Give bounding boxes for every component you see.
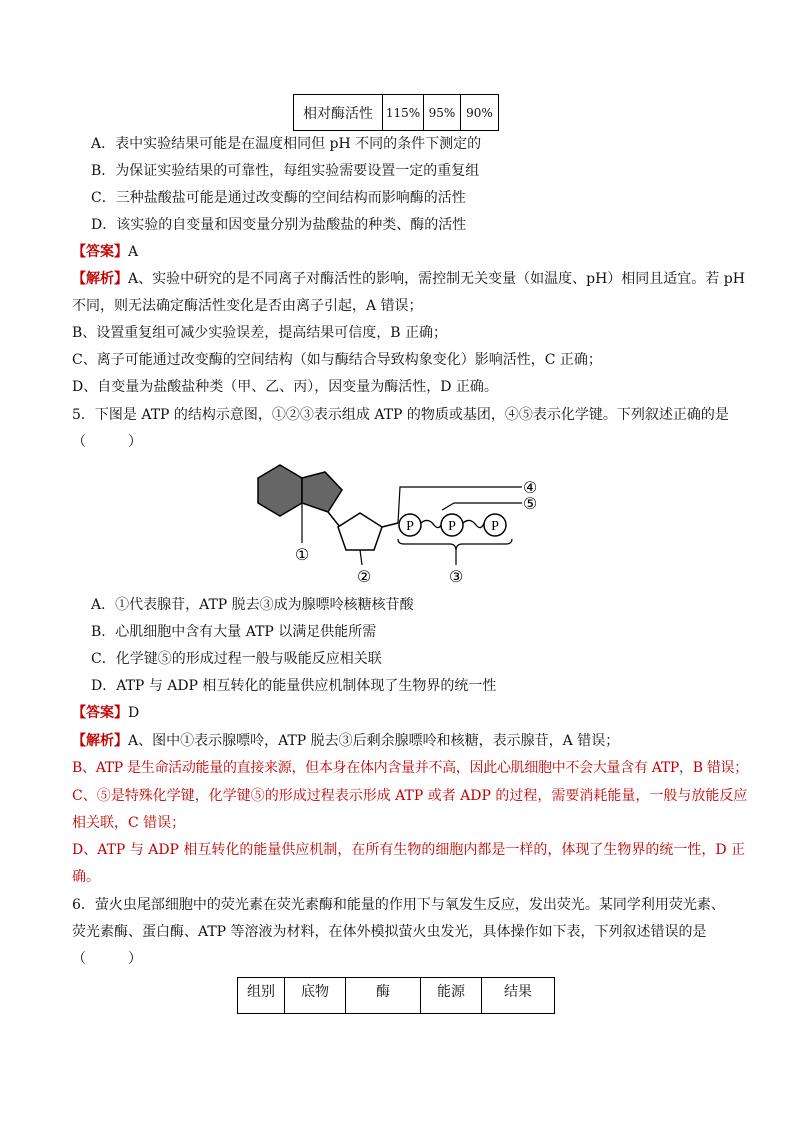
- label-2-leader: [360, 550, 362, 565]
- label-4: ④: [522, 478, 538, 497]
- table-header-cell: 结果: [482, 978, 555, 1014]
- answer-value: A: [128, 244, 139, 260]
- answer-tag: 【答案】: [72, 705, 128, 721]
- q5-option-b: B．心肌细胞中含有大量 ATP 以满足供能所需: [91, 624, 377, 640]
- q5-analysis-line: [72, 732, 619, 750]
- high-energy-bond: [463, 520, 484, 527]
- analysis-text: A、实验中研究的是不同离子对酶活性的影响，需控制无关变量（如温度、pH）相同且适宜。若 pH: [128, 271, 745, 287]
- phosphate-symbol: P: [491, 519, 499, 534]
- adenine-pentagon-ring: [302, 472, 342, 512]
- adenine-hexagon-ring: [258, 465, 302, 516]
- q5-analysis-line: B、ATP 是生命活动能量的直接来源，但本身在体内含量并不高，因此心肌细胞中不会大量含有 ATP，B 错误；: [72, 760, 748, 776]
- q4-option-d: D．该实验的自变量和因变量分别为盐酸盐的种类、酶的活性: [91, 217, 467, 233]
- q5-analysis-line: 确。: [72, 869, 100, 885]
- q5-stem-bracket: （ ）: [72, 434, 142, 450]
- answer-tag: 【答案】: [72, 244, 128, 260]
- phosphate-symbol: P: [448, 519, 456, 534]
- q4-option-a: A．表中实验结果可能是在温度相同但 pH 不同的条件下测定的: [91, 136, 482, 152]
- q5-stem: 5．下图是 ATP 的结构示意图，①②③表示组成 ATP 的物质或基团，④⑤表示化学键。下列叙述正确的是: [72, 407, 729, 423]
- glycosidic-bond: [328, 512, 340, 527]
- table-value-cell: 115%: [383, 95, 424, 131]
- q4-analysis-line: C、离子可能通过改变酶的空间结构（如与酶结合导致构象变化）影响活性，C 正确；: [72, 352, 602, 368]
- analysis-tag: 【解析】: [72, 271, 128, 287]
- ribose-pentagon: [338, 513, 382, 550]
- label-2: ②: [356, 567, 372, 585]
- label-5: ⑤: [522, 494, 538, 513]
- phosphate-symbol: P: [406, 519, 414, 534]
- q4-analysis-line: D、自变量为盐酸盐种类（甲、乙、丙），因变量为酶活性，D 正确。: [72, 379, 498, 395]
- q5-answer: [72, 704, 139, 722]
- q4-option-c: C．三种盐酸盐可能是通过改变酶的空间结构而影响酶的活性: [91, 190, 466, 206]
- table-label-cell: 相对酶活性: [294, 95, 383, 131]
- label-3: ③: [448, 567, 464, 585]
- q4-answer: [72, 243, 138, 261]
- label-5-leader: [442, 503, 522, 510]
- q6-stem: 6．萤火虫尾部细胞中的荧光素在荧光素酶和能量的作用下与氧发生反应，发出荧光。某同学利用荧光素、: [72, 897, 725, 913]
- table-header-cell: 酶: [346, 978, 421, 1014]
- q5-analysis-line: C、⑤是特殊化学键，化学键⑤的形成过程表示形成 ATP 或者 ADP 的过程，需要消耗能量，一般与放能反应: [72, 788, 748, 804]
- table-header-cell: 组别: [238, 978, 285, 1014]
- atp-structure-diagram: [240, 455, 560, 585]
- table-value-cell: 90%: [461, 95, 499, 131]
- q5-option-a: A．①代表腺苷，ATP 脱去③成为腺嘌呤核糖核苷酸: [91, 597, 414, 613]
- enzyme-activity-table: [293, 94, 499, 131]
- table-value-cell: 95%: [424, 95, 461, 131]
- q4-option-b: B．为保证实验结果的可靠性，每组实验需要设置一定的重复组: [91, 163, 480, 179]
- q5-option-d: D．ATP 与 ADP 相互转化的能量供应机制体现了生物界的统一性: [91, 678, 497, 694]
- answer-value: D: [128, 705, 140, 721]
- ribose-phosphate-bond: [382, 523, 398, 527]
- q4-analysis-line: [72, 270, 745, 288]
- q6-experiment-table: [237, 977, 555, 1014]
- q5-analysis-line: D、ATP 与 ADP 相互转化的能量供应机制，在所有生物的细胞内都是一样的，体现了生物界的统一性，D 正: [72, 842, 746, 858]
- q5-analysis-line: 相关联，C 错误；: [72, 815, 186, 831]
- table-header-cell: 底物: [285, 978, 346, 1014]
- q6-stem: 荧光素酶、蛋白酶、ATP 等溶液为材料，在体外模拟萤火虫发光，具体操作如下表，下列叙述错误的是: [72, 924, 707, 940]
- q4-analysis-line: B、设置重复组可减少实验误差，提高结果可信度，B 正确；: [72, 325, 448, 341]
- analysis-tag: 【解析】: [72, 733, 128, 749]
- phosphate-group-brace: [398, 539, 512, 551]
- label-1: ①: [294, 545, 310, 564]
- table-header-cell: 能源: [421, 978, 482, 1014]
- analysis-text: A、图中①表示腺嘌呤，ATP 脱去③后剩余腺嘌呤和核糖，表示腺苷，A 错误；: [128, 733, 620, 749]
- q4-analysis-line: 不同，则无法确定酶活性变化是否由离子引起，A 错误；: [72, 298, 423, 314]
- high-energy-bond: [421, 520, 442, 527]
- q6-stem-bracket: （ ）: [72, 951, 142, 967]
- q5-option-c: C．化学键⑤的形成过程一般与吸能反应相关联: [91, 651, 382, 667]
